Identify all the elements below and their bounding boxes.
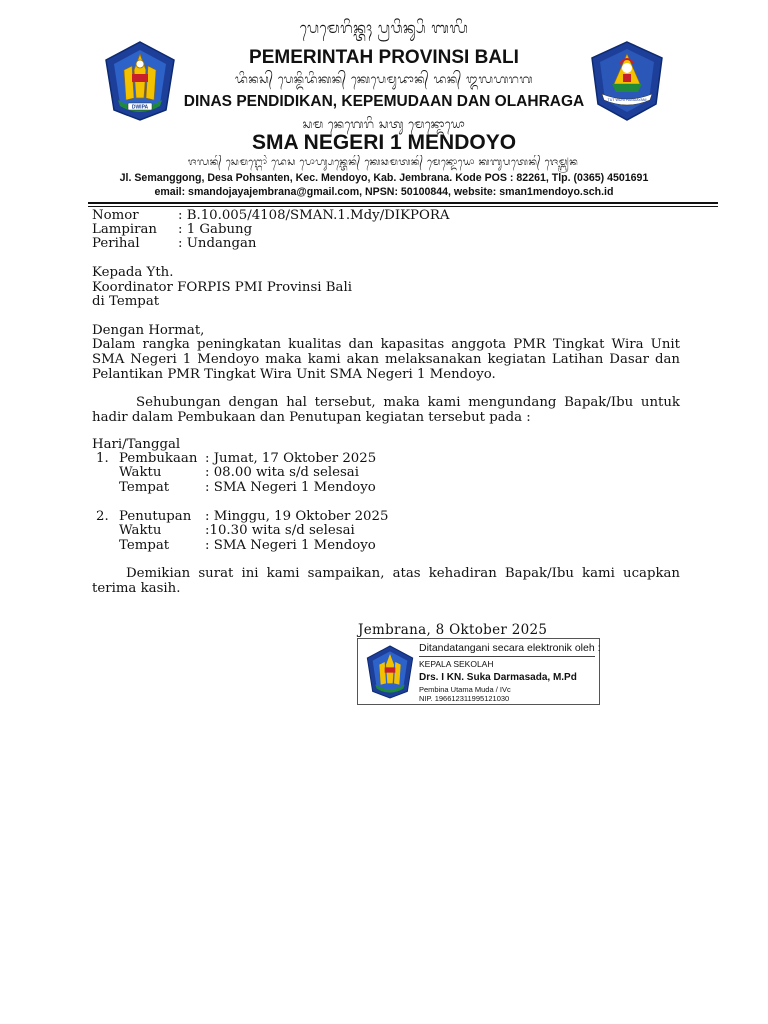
schedule-title-label: Penutupan [119, 509, 192, 524]
schedule-time-value: : 08.00 wita s/d selesai [205, 465, 359, 480]
recipient-line-1: Kepada Yth. [92, 265, 174, 280]
signer-nip: NIP. 196612311995121030 [419, 694, 510, 703]
schedule-time-label: Waktu [119, 523, 162, 538]
lampiran-label: Lampiran [92, 222, 157, 237]
esign-divider [419, 656, 595, 657]
schedule-number: 1. [96, 451, 109, 466]
right-logo-label: TUT WURI HANDAYANI [607, 98, 647, 102]
schedule-place-label: Tempat [119, 538, 170, 553]
school-contact: email: smandojayajembrana@gmail.com, NPSN: 50100844, website: sman1mendoyo.sch.id [154, 186, 614, 198]
schedule-number: 2. [96, 509, 109, 524]
balinese-script-line-1: ᬧᬾᬫᬾᬭᬶᬦ᭄ᬢᬄ ᬧ᭄ᬭᬯᬶᬦ᭄ᬲᬶ ᬩᬮᬶ [299, 19, 469, 37]
perihal-value: : Undangan [178, 236, 257, 251]
schedule-place-value: : SMA Negeri 1 Mendoyo [205, 538, 376, 553]
balinese-script-line-4: ᬚᬮᬦ᭄ ᬲᬾᬫᬗ᭄ᬕᭀᬂ ᬤᬾᬲ ᬧᭀᬳ᭄ᬲᬦ᭄ᬢᬾᬦ᭄ ᬓᬾᬘᬫᬢᬦ᭄ ᬫᬾᬦ᭄ᬤᭀᬬᭀ ᬓᬩᬸᬧᬢᬾᬦ᭄ ᬚᬾᬫ᭄ᬩ᭄ᬭᬦ [187, 157, 579, 168]
paragraph-invitation: Sehubungan dengan hal tersebut, maka kami mengundang Bapak/Ibu untuk hadir dalam Pembukaan dan Penutupan kegiatan tersebut pada : [92, 395, 680, 425]
government-name: PEMERINTAH PROVINSI BALI [249, 47, 519, 68]
recipient-line-3: di Tempat [92, 294, 160, 309]
signature-place-date: Jembrana, 8 Oktober 2025 [358, 622, 548, 638]
school-name: SMA NEGERI 1 MENDOYO [251, 131, 517, 154]
department-name: DINAS PENDIDIKAN, KEPEMUDAAN DAN OLAHRAGA [183, 93, 585, 110]
signer-rank: Pembina Utama Muda / IVc [419, 685, 511, 694]
recipient-line-2: Koordinator FORPIS PMI Provinsi Bali [92, 280, 352, 295]
balinese-script-line-2: ᬤᬶᬦᬲ᭄ ᬧᬾᬦ᭄ᬤᬶᬤᬶᬓᬦ᭄ ᬓᬾᬧᬾᬫᬸᬤᬵᬦ᭄ ᬤᬦ᭄ ᬑᬮᬳᬭᬕ [235, 72, 533, 86]
schedule-time-value: :10.30 wita s/d selesai [205, 523, 355, 538]
signer-position: KEPALA SEKOLAH [419, 659, 494, 669]
bali-province-seal-icon [366, 644, 414, 700]
schedule-place-label: Tempat [119, 480, 170, 495]
esign-note: Ditandatangani secara elektronik oleh : [419, 642, 601, 654]
left-logo-label: DWIPA [131, 104, 149, 111]
schedule-heading: Hari/Tanggal [92, 437, 181, 452]
lampiran-value: : 1 Gabung [178, 222, 253, 237]
schedule-time-label: Waktu [119, 465, 162, 480]
greeting: Dengan Hormat, [92, 323, 205, 338]
schedule-title-value: : Minggu, 19 Oktober 2025 [205, 509, 389, 524]
paragraph-intro: Dalam rangka peningkatan kualitas dan kapasitas anggota PMR Tingkat Wira Unit SMA Negeri 1 Mendoyo maka kami akan melaksanakan kegiatan Latihan Dasar dan Pelantikan PMR Tingkat Wira Unit SMA Negeri 1 Mendoyo. [92, 337, 680, 382]
balinese-script-line-3: ᬲᬫ ᬦᬾᬕᬾᬭᬶ ᬲᬢᬸ ᬫᬾᬦ᭄ᬤᭀᬬᭀ [302, 117, 466, 131]
school-address: Jl. Semanggong, Desa Pohsanten, Kec. Mendoyo, Kab. Jembrana. Kode POS : 82261, Tlp. (0365) 4501691 [119, 172, 649, 184]
paragraph-closing: Demikian surat ini kami sampaikan, atas kehadiran Bapak/Ibu kami ucapkan terima kasih. [92, 566, 680, 596]
schedule-title-value: : Jumat, 17 Oktober 2025 [205, 451, 377, 466]
perihal-label: Perihal [92, 236, 140, 251]
nomor-value: : B.10.005/4108/SMAN.1.Mdy/DIKPORA [178, 208, 450, 223]
header-rule-thick [88, 202, 718, 204]
schedule-title-label: Pembukaan [119, 451, 198, 466]
nomor-label: Nomor [92, 208, 139, 223]
electronic-signature-box [357, 638, 600, 705]
signer-name: Drs. I KN. Suka Darmasada, M.Pd [419, 672, 577, 683]
schedule-place-value: : SMA Negeri 1 Mendoyo [205, 480, 376, 495]
header-rule-thin [88, 206, 718, 207]
